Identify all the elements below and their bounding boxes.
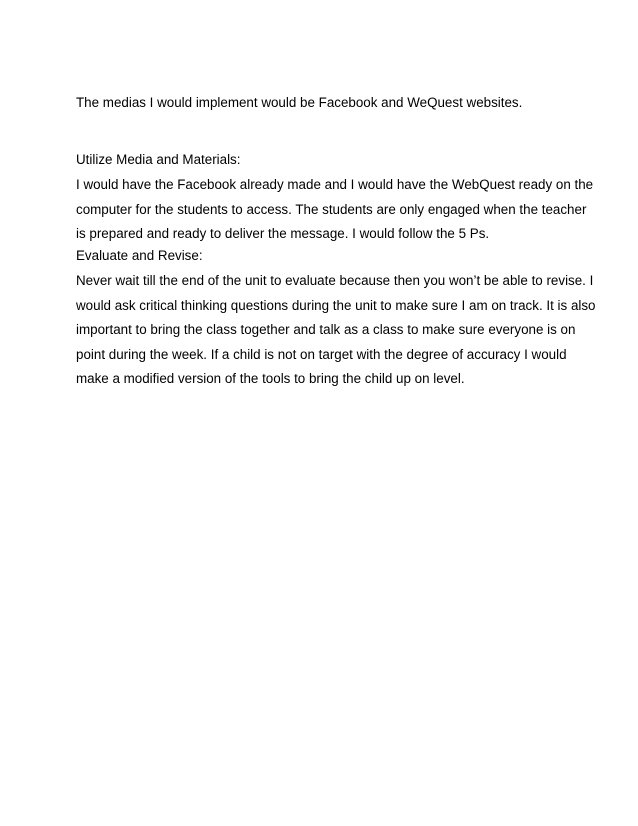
evaluate-line-3: important to bring the class together and talk as a class to make sure everyone is on: [76, 322, 576, 337]
utilize-line-1: I would have the Facebook already made and I would have the WebQuest ready on the: [76, 177, 594, 192]
utilize-line-3: is prepared and ready to deliver the message. I would follow the 5 Ps.: [76, 226, 490, 241]
evaluate-line-4: point during the week. If a child is not on target with the degree of accuracy I would: [76, 347, 567, 362]
intro-paragraph: The medias I would implement would be Facebook and WeQuest websites.: [76, 95, 523, 110]
evaluate-line-1: Never wait till the end of the unit to evaluate because then you won’t be able to revise. I: [76, 273, 594, 288]
evaluate-line-5: make a modified version of the tools to bring the child up on level.: [76, 371, 465, 386]
utilize-heading: Utilize Media and Materials:: [76, 152, 241, 167]
utilize-line-2: computer for the students to access. The students are only engaged when the teacher: [76, 202, 587, 217]
evaluate-heading: Evaluate and Revise:: [76, 248, 203, 263]
evaluate-line-2: would ask critical thinking questions during the unit to make sure I am on track. It is also: [76, 298, 596, 313]
